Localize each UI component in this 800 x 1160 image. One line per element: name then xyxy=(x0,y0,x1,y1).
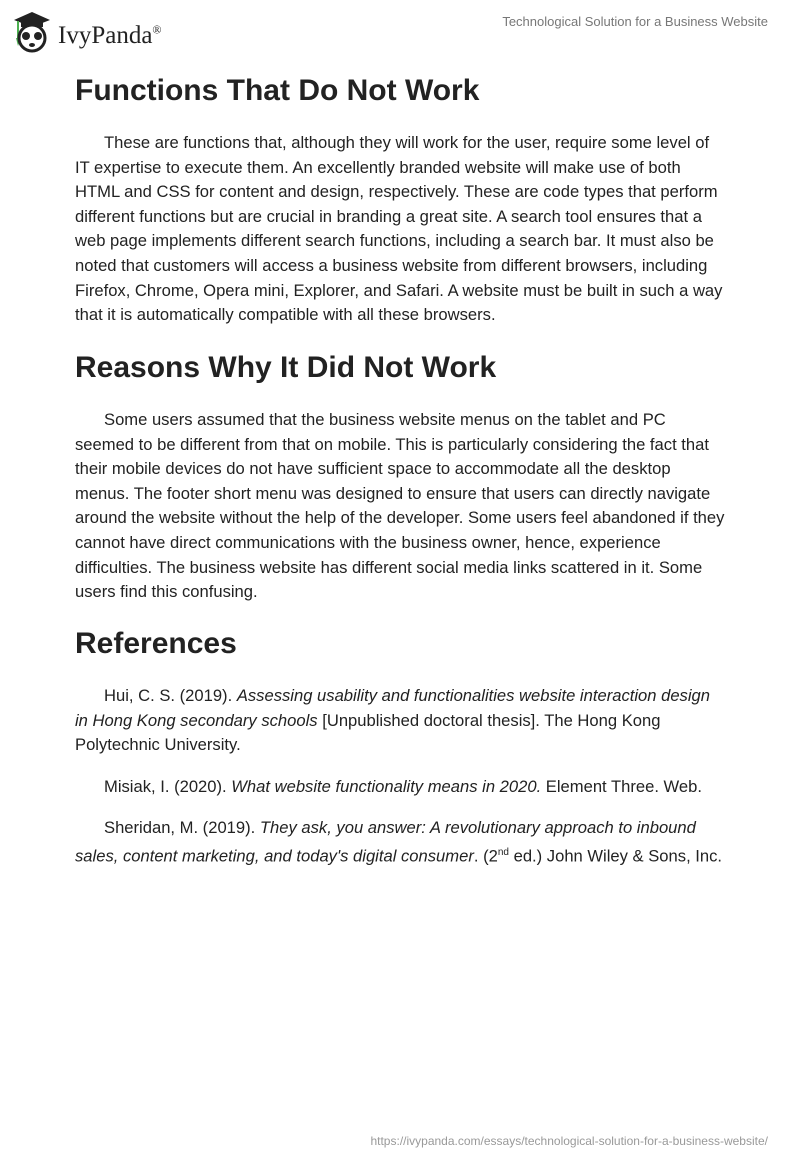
section-paragraph: Some users assumed that the business website menus on the tablet and PC seemed to be different from that on mobile. This is particularly considering the fact that their mobile devices do not have sufficient space to accommodate all the desktop menus. The footer short menu was designed to ensure that users can directly navigate around the website without the help of the developer. Some users feel abandoned if they cannot have direct communications with the business owner, hence, experience difficulties. The business website has different social media links scattered in it. Some users find this confusing. xyxy=(75,410,725,602)
brand-logo[interactable] xyxy=(12,8,162,54)
section-heading: Functions That Do Not Work xyxy=(75,74,480,107)
references-heading: References xyxy=(75,627,237,660)
references-section xyxy=(75,626,727,886)
section-heading: Reasons Why It Did Not Work xyxy=(75,351,497,384)
reference-item: Sheridan, M. (2019). They ask, you answer: A revolutionary approach to inbound sales, content marketing, and today's digital consumer. (2nd ed.) John Wiley & Sons, Inc. xyxy=(75,818,723,866)
source-url-link[interactable]: https://ivypanda.com/essays/technological-solution-for-a-business-website/ xyxy=(370,1134,768,1148)
section-reasons xyxy=(75,350,727,605)
reference-item: Hui, C. S. (2019). Assessing usability and functionalities website interaction design in Hong Kong secondary schools [Unpublished doctoral thesis]. The Hong Kong Polytechnic University. xyxy=(75,686,711,755)
section-paragraph: These are functions that, although they will work for the user, require some level of IT expertise to execute them. An excellently branded website will make use of both HTML and CSS for content and design, respectively. These are code types that perform different functions but are crucial in branding a great site. A search tool ensures that a web page implements different search functions, including a search bar. It must also be noted that customers will access a business website from different browsers, including Firefox, Chrome, Opera mini, Explorer, and Safari. A website must be built in such a way that it is automatically compatible with all these browsers. xyxy=(75,133,723,325)
section-functions xyxy=(75,73,727,328)
reference-item: Misiak, I. (2020). What website functionality means in 2020. Element Three. Web. xyxy=(104,776,702,796)
document-title: Technological Solution for a Business Website xyxy=(502,14,768,29)
brand-name: IvyPanda® xyxy=(58,22,162,49)
panda-logo-icon xyxy=(12,8,52,54)
